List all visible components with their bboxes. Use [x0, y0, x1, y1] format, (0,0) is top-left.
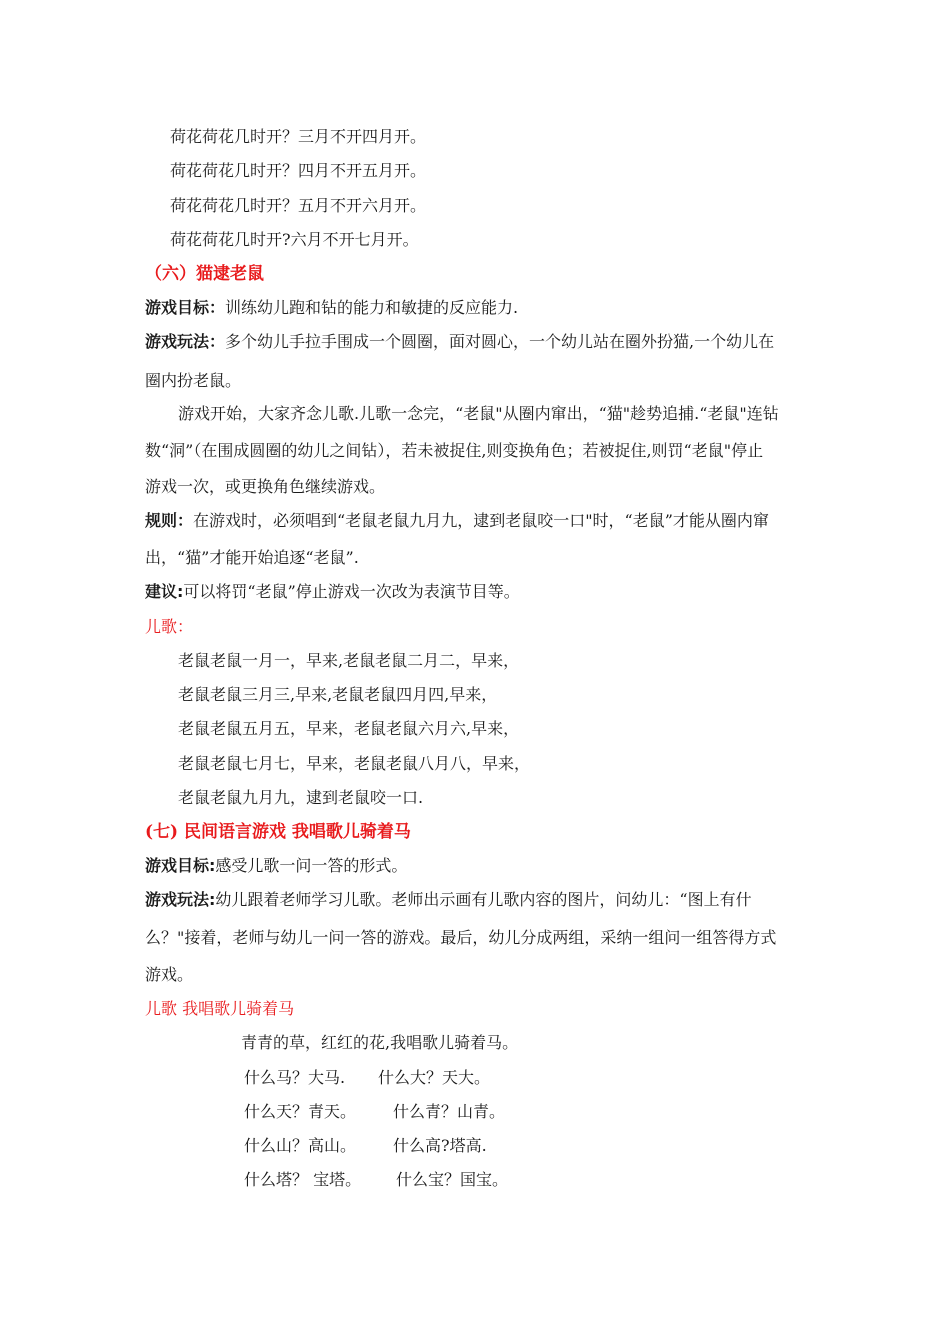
goal-text: 训练幼儿跑和钻的能力和敏捷的反应能力.: [225, 298, 519, 317]
section-6-suggestion: [145, 582, 520, 602]
section-6-rule: [145, 511, 769, 531]
section-6-paragraph: 数“洞”（在围成圆圈的幼儿之间钻），若未被捉住,则变换角色；若被捉住,则罚“老鼠"停止: [145, 441, 764, 460]
section-7-play: [145, 890, 752, 910]
horse-rhyme-question: 什么天？青天。: [244, 1102, 357, 1121]
horse-rhyme-answer: 什么高?塔高.: [393, 1136, 487, 1155]
play-label: 游戏玩法：: [145, 332, 226, 351]
lotus-rhyme-line: 荷花荷花几时开？四月不开五月开。: [170, 161, 427, 180]
play-text: 幼儿跟着老师学习儿歌。老师出示画有儿歌内容的图片，问幼儿：“图上有什: [215, 890, 752, 909]
section-6-play: [145, 332, 774, 352]
horse-rhyme-question: 什么塔？ 宝塔。: [244, 1170, 362, 1189]
horse-rhyme-question: 什么山？高山。: [244, 1136, 357, 1155]
mouse-rhyme-line: 老鼠老鼠七月七，早来，老鼠老鼠八月八，早来，: [178, 754, 531, 773]
rule-label: 规则：: [145, 511, 194, 530]
section-7-play-continued: 游戏。: [145, 965, 194, 984]
section-7-title: (七) 民间语言游戏 我唱歌儿骑着马: [145, 822, 411, 842]
section-6-goal: [145, 298, 518, 318]
horse-rhyme-question: 什么马？大马.: [244, 1068, 346, 1087]
mouse-rhyme-line: 老鼠老鼠三月三,早来,老鼠老鼠四月四,早来，: [178, 685, 498, 704]
section-7-play-continued: 么？"接着，老师与幼儿一问一答的游戏。最后，幼儿分成两组，采纳一组问一组答得方式: [145, 928, 777, 947]
section-6-play-continued: 圈内扮老鼠。: [145, 371, 242, 390]
horse-rhyme-answer: 什么大？天大。: [378, 1068, 491, 1087]
suggestion-text: 可以将罚“老鼠”停止游戏一次改为表演节目等。: [183, 582, 520, 601]
play-label: 游戏玩法:: [145, 890, 216, 909]
section-6-rule-continued: 出，“猫”才能开始追逐“老鼠”.: [145, 548, 359, 567]
goal-label: 游戏目标：: [145, 298, 226, 317]
goal-label: 游戏目标:: [145, 856, 216, 875]
section-6-paragraph: 游戏开始，大家齐念儿歌.儿歌一念完，“老鼠"从圈内窜出，“猫"趁势追捕.“老鼠"连钻: [178, 404, 779, 423]
lotus-rhyme-line: 荷花荷花几时开?六月不开七月开。: [170, 230, 419, 249]
section-6-rhyme-label: 儿歌：: [145, 617, 194, 636]
horse-rhyme-first-line: 青青的草，红红的花,我唱歌儿骑着马。: [241, 1033, 519, 1052]
lotus-rhyme-line: 荷花荷花几时开？三月不开四月开。: [170, 127, 427, 146]
mouse-rhyme-line: 老鼠老鼠五月五，早来，老鼠老鼠六月六,早来，: [178, 719, 520, 738]
horse-rhyme-answer: 什么宝？国宝。: [396, 1170, 509, 1189]
horse-rhyme-answer: 什么青？山青。: [393, 1102, 506, 1121]
mouse-rhyme-line: 老鼠老鼠九月九，逮到老鼠咬一口.: [178, 788, 424, 807]
section-7-rhyme-title: 儿歌 我唱歌儿骑着马: [145, 999, 295, 1018]
section-6-title: （六）猫逮老鼠: [145, 264, 264, 284]
play-text: 多个幼儿手拉手围成一个圆圈，面对圆心，一个幼儿站在圈外扮猫,一个幼儿在: [225, 332, 775, 351]
suggestion-label: 建议:: [145, 582, 184, 601]
rule-text: 在游戏时，必须唱到“老鼠老鼠九月九，逮到老鼠咬一口"时，“老鼠”才能从圈内窜: [193, 511, 769, 530]
mouse-rhyme-line: 老鼠老鼠一月一，早来,老鼠老鼠二月二，早来，: [178, 651, 520, 670]
lotus-rhyme-line: 荷花荷花几时开？五月不开六月开。: [170, 196, 427, 215]
goal-text: 感受儿歌一问一答的形式。: [215, 856, 408, 875]
section-7-goal: [145, 856, 407, 876]
section-6-paragraph: 游戏一次，或更换角色继续游戏。: [145, 477, 386, 496]
